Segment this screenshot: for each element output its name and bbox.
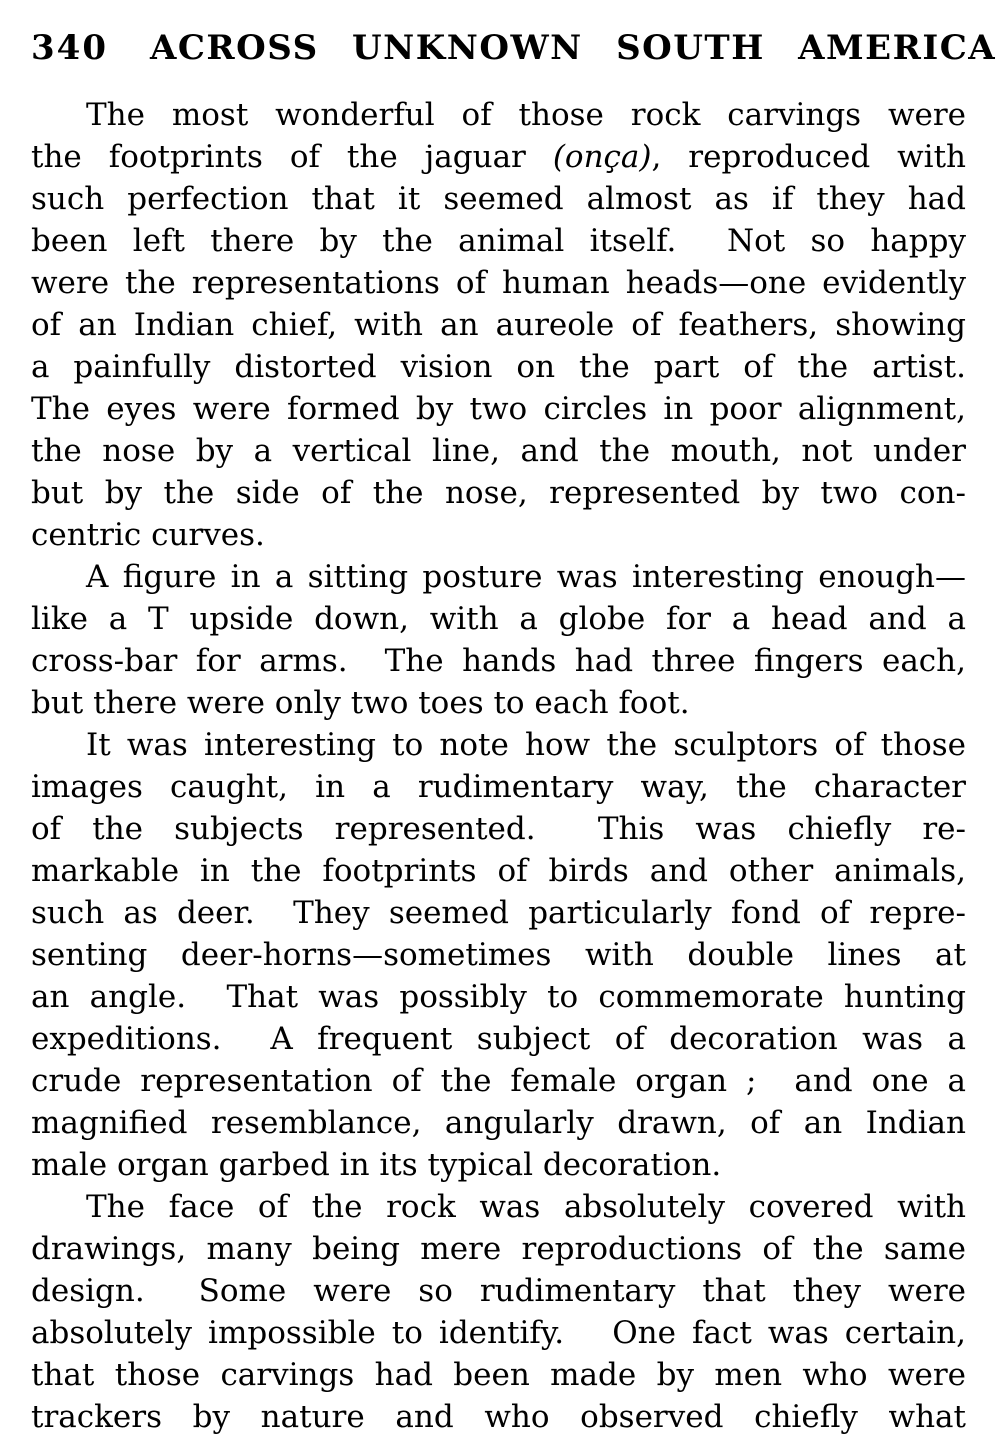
text-line: the footprints of the jaguar (onça), reproduced with bbox=[31, 139, 966, 175]
text-line: been left there by the animal itself. Not so happy bbox=[31, 223, 966, 259]
text-line: like a T upside down, with a globe for a head and a bbox=[31, 601, 966, 637]
text-line: the nose by a vertical line, and the mouth, not under bbox=[31, 433, 966, 469]
text-line: such perfection that it seemed almost as if they had bbox=[31, 181, 966, 217]
text-line: design. Some were so rudimentary that they were bbox=[31, 1273, 966, 1309]
text-line: images caught, in a rudimentary way, the character bbox=[31, 769, 966, 805]
text-line: trackers by nature and who observed chiefly what bbox=[31, 1399, 966, 1435]
text-line: markable in the footprints of birds and other animals, bbox=[31, 853, 966, 889]
paragraph bbox=[31, 556, 966, 724]
text-line: of an Indian chief, with an aureole of feathers, showing bbox=[31, 307, 966, 343]
text-line: that those carvings had been made by men who were bbox=[31, 1357, 966, 1393]
text-line: male organ garbed in its typical decoration. bbox=[31, 1147, 722, 1183]
text-line: absolutely impossible to identify. One fact was certain, bbox=[31, 1315, 966, 1351]
text-line: crude representation of the female organ ; and one a bbox=[31, 1063, 966, 1099]
text-line: such as deer. They seemed particularly fond of repre- bbox=[31, 895, 966, 931]
text-line: centric curves. bbox=[31, 517, 265, 553]
paragraph bbox=[31, 94, 966, 556]
paragraph bbox=[31, 724, 966, 1186]
text-line: an angle. That was possibly to commemorate hunting bbox=[31, 979, 966, 1015]
text-line: A figure in a sitting posture was interesting enough— bbox=[86, 559, 966, 595]
running-head bbox=[31, 24, 997, 72]
page-body bbox=[31, 94, 966, 1438]
text-line: of the subjects represented. This was chiefly re- bbox=[31, 811, 966, 847]
paragraph bbox=[31, 1186, 966, 1438]
text-line: magnified resemblance, angularly drawn, of an Indian bbox=[31, 1105, 966, 1141]
text-line: drawings, many being mere reproductions of the same bbox=[31, 1231, 966, 1267]
text-line: The face of the rock was absolutely covered with bbox=[86, 1189, 966, 1225]
text-line: The eyes were formed by two circles in poor alignment, bbox=[31, 391, 966, 427]
text-line: senting deer-horns—sometimes with double lines at bbox=[31, 937, 966, 973]
text-line: expeditions. A frequent subject of decoration was a bbox=[31, 1021, 966, 1057]
running-title: ACROSS UNKNOWN SOUTH AMERICA bbox=[149, 28, 997, 68]
text-line: were the representations of human heads—one evidently bbox=[31, 265, 966, 301]
text-line: cross-bar for arms. The hands had three fingers each, bbox=[31, 643, 966, 679]
page-number: 340 bbox=[31, 28, 108, 68]
text-line: but by the side of the nose, represented by two con- bbox=[31, 475, 966, 511]
text-line: The most wonderful of those rock carvings were bbox=[86, 97, 966, 133]
text-line: It was interesting to note how the sculptors of those bbox=[86, 727, 966, 763]
text-line: but there were only two toes to each foot. bbox=[31, 685, 690, 721]
text-line: a painfully distorted vision on the part of the artist. bbox=[31, 349, 966, 385]
